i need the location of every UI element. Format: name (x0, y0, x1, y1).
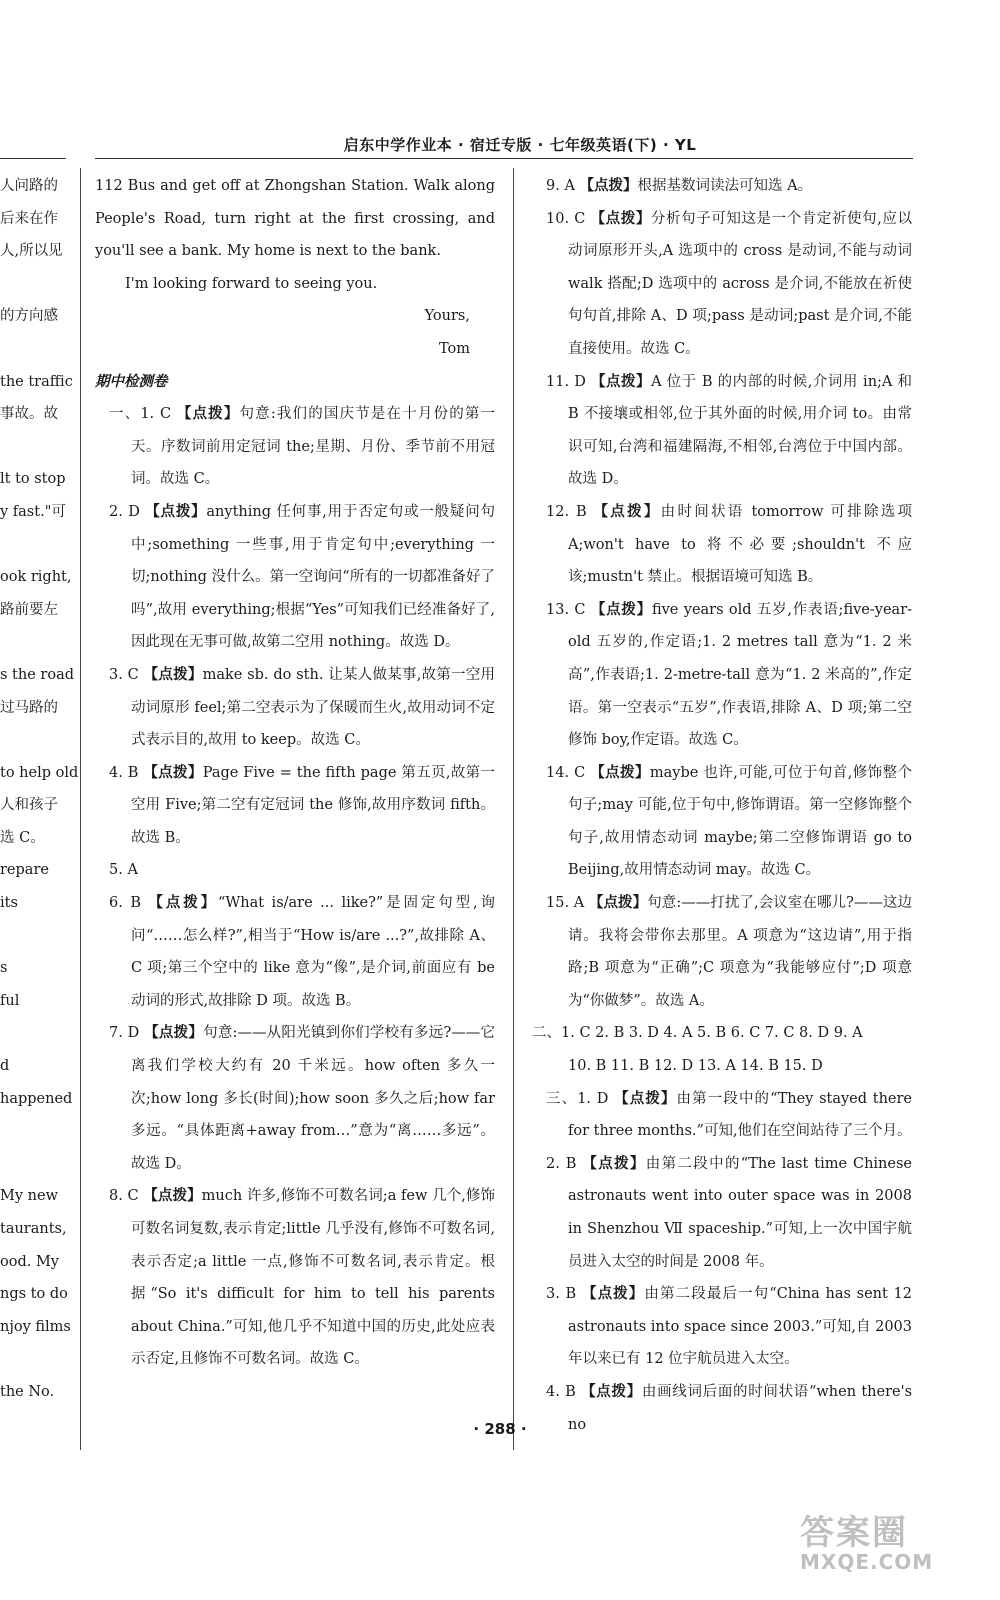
answer-item (532, 1148, 912, 1278)
answer-item (95, 757, 495, 855)
left-fragment-line: happened (0, 1090, 73, 1107)
answer-explanation: Page Five = the fifth page 第五页,故第一空用 Five;第二空有定冠词 the 修饰,故用序数词 fifth。故选 B。 (131, 764, 495, 846)
header-rule-left (0, 158, 66, 159)
right-column (532, 170, 912, 1441)
left-fragment-line: ful (0, 992, 20, 1009)
left-column-fragments (0, 170, 79, 1409)
answer-item (532, 366, 912, 496)
answer-number: 4. B (109, 764, 139, 781)
left-fragment-line: 的方向感 (0, 308, 58, 325)
left-fragment-line: ood. My (0, 1253, 59, 1270)
answer-number: 6. B (109, 895, 141, 912)
left-fragment-line: s (0, 960, 8, 977)
answer-explanation: 句意:——从阳光镇到你们学校有多远?——它离我们学校大约有 20 千米远。how often 多久一次;how long 多长(时间);how soon 多久之后;how far 多远。“具体距离+away from…”意为“离……多远”。故选 D。 (131, 1025, 495, 1172)
hint-tag: 【点拨】 (145, 503, 207, 520)
answer-number: 3. B (546, 1286, 577, 1303)
left-fragment-line: the No. (0, 1383, 55, 1400)
watermark-logo (800, 1505, 990, 1595)
answer-item (532, 1278, 912, 1376)
letter-signature: Tom (438, 340, 470, 357)
left-fragment-line: 人,所以见 (0, 243, 63, 260)
answer-number: 15. A (546, 895, 585, 912)
page-header-title: 启东中学作业本 · 宿迁专版 · 七年级英语(下) · YL (343, 136, 697, 154)
header-rule (95, 158, 913, 159)
left-fragment-line: s the road (0, 666, 74, 683)
left-fragment-line (0, 333, 66, 366)
left-fragment-line: taurants, (0, 1221, 67, 1237)
answer-number: 一、1. C (109, 406, 172, 423)
answer-explanation: 由第二段中的“The last time Chinese astronauts went into outer space was in 2008 in Shenzhou Ⅶ spaceship.”可知,上一次中国宇航员进入太空的时间是 2008 年。 (568, 1155, 913, 1270)
answer-item (95, 1180, 495, 1376)
left-fragment-line: 人和孩子 (0, 797, 58, 814)
answer-explanation: 由时间状语 tomorrow 可排除选项 A;won't have to 将不必要;shouldn't 不应该;mustn't 禁止。根据语境可知选 B。 (568, 503, 913, 586)
answer-number: 7. D (109, 1025, 140, 1042)
middle-column (95, 170, 495, 1376)
answer-explanation: 分析句子可知这是一个肯定祈使句,应以动词原形开头,A 选项中的 cross 是动词,不能与动词 walk 搭配;D 选项中的 across 是介词,不能放在祈使句句首,排除 A、D 项;pass 是动词;past 是介词,不能直接使用。故选 C。 (568, 210, 913, 357)
hint-tag: 【点拨】 (148, 895, 218, 912)
left-fragment-line: d (0, 1058, 10, 1075)
left-fragment-line (0, 1115, 66, 1148)
answer-explanation: 由第二段最后一句“China has sent 12 astronauts into space since 2003.”可知,自 2003 年以来已有 12 位宇航员进入太空。 (568, 1286, 913, 1368)
answer-item (532, 1083, 912, 1148)
watermark-url: MXQE.COM (800, 1550, 934, 1574)
part2-answers-line-2: 10. B 11. B 12. D 13. A 14. B 15. D (568, 1058, 823, 1075)
answer-item (95, 659, 495, 757)
answer-explanation: maybe 也许,可能,可位于句首,修饰整个句子;may 可能,位于句中,修饰谓语。第一空修饰整个句子,故用情态动词 maybe;第二空修饰谓语 go to Beijing,故用情态动词 may。故选 C。 (568, 764, 913, 879)
answer-item (95, 398, 495, 496)
hint-tag: 【点拨】 (143, 764, 203, 781)
left-fragment-line (0, 626, 66, 659)
hint-tag: 【点拨】 (614, 1090, 677, 1107)
answer-number: 14. C (546, 764, 586, 781)
left-fragment-line (0, 431, 66, 464)
hint-tag: 【点拨】 (176, 406, 240, 423)
hint-tag: 【点拨】 (143, 666, 203, 683)
hint-tag: 【点拨】 (590, 373, 652, 390)
left-fragment-line: My new (0, 1188, 58, 1205)
answer-number: 5. A (109, 862, 138, 879)
hint-tag: 【点拨】 (593, 503, 661, 520)
left-fragment-line (0, 1343, 66, 1376)
hint-tag: 【点拨】 (582, 1155, 646, 1172)
answer-item (532, 496, 912, 594)
hint-tag: 【点拨】 (590, 764, 650, 781)
letter-closing: Yours, (424, 308, 470, 325)
left-fragment-line: 路前要左 (0, 601, 58, 618)
answer-explanation: 由第一段中的“They stayed there for three months.”可知,他们在空间站待了三个月。 (568, 1090, 913, 1140)
left-fragment-line (0, 724, 66, 757)
part3-answer-list (532, 1083, 912, 1442)
letter-paragraph-1: 112 Bus and get off at Zhongshan Station. Walk along People's Road, turn right at the first crossing, and you'll see a bank. My home is next to the bank. (95, 178, 495, 260)
answer-item (532, 1376, 912, 1441)
answer-explanation: anything 任何事,用于否定句或一般疑问句中;something 一些事,用于肯定句中;everything 一切;nothing 没什么。第一空询问“所有的一切都准备好了吗”,故用 everything;根据“Yes”可知我们已经准备好了,因此现在无事可做,故第二空用 nothing。故选 D。 (131, 503, 495, 651)
answer-number: 11. D (546, 373, 586, 390)
left-fragment-line: lt to stop (0, 471, 66, 488)
answer-explanation: five years old 五岁,作表语;five-year-old 五岁的,作定语;1. 2 metres tall 意为“1. 2 米高”,作表语;1. 2-metre-tall 意为“1. 2 米高的”,作定语。第一空表示“五岁”,作表语,排除 A、D 项;第二空修饰 boy,作定语。故选 C。 (568, 601, 913, 749)
answer-number: 三、1. D (546, 1090, 609, 1107)
answer-number: 12. B (546, 503, 587, 520)
answer-number: 2. D (109, 503, 140, 520)
left-fragment-line: njoy films (0, 1318, 71, 1335)
answer-explanation: 句意:——打扰了,会议室在哪儿?——这边请。我将会带你去那里。A 项意为“这边请”,用于指路;B 项意为“正确”;C 项意为“我能够应付”;D 项意为“你做梦”。故选 A。 (568, 895, 913, 1009)
answer-item (532, 887, 912, 1017)
left-fragment-line: repare (0, 862, 49, 879)
left-fragment-line: y fast."可 (0, 503, 66, 520)
left-fragment-line: 选 C。 (0, 829, 45, 846)
hint-tag: 【点拨】 (590, 210, 651, 227)
part2-answers-line-1: 二、1. C 2. B 3. D 4. A 5. B 6. C 7. C 8. D 9. A (532, 1025, 863, 1042)
left-fragment-line: its (0, 895, 18, 912)
middle-answer-list (95, 398, 495, 1376)
left-fragment-line: the traffic (0, 373, 73, 390)
answer-explanation: much 许多,修饰不可数名词;a few 几个,修饰可数名词复数,表示肯定;little 几乎没有,修饰不可数名词,表示否定;a little 一点,修饰不可数名词,表示肯定。根据“So it's difficult for him to tell his parents about China.”可知,他几乎不知道中国的历史,此处应表示否定,且修饰不可数名词。故选 C。 (131, 1188, 496, 1368)
left-fragment-line (0, 268, 66, 301)
left-fragment-line: ngs to do (0, 1286, 68, 1303)
hint-tag: 【点拨】 (581, 1383, 642, 1400)
left-fragment-line: 过马路的 (0, 699, 58, 716)
left-fragment-line (0, 529, 66, 562)
left-fragment-line (0, 1148, 66, 1181)
answer-item (532, 594, 912, 757)
answer-item (95, 496, 495, 659)
answer-explanation: 句意:我们的国庆节是在十月份的第一天。序数词前用定冠词 the;星期、月份、季节前不用冠词。故选 C。 (131, 406, 496, 488)
page-number: · 288 · (473, 1420, 527, 1438)
answer-item (95, 887, 495, 1017)
watermark-cn: 答案圈 (800, 1513, 908, 1553)
answer-explanation: 由画线词后面的时间状语“when there's no (568, 1383, 913, 1433)
answer-number: 9. A (546, 178, 575, 194)
answer-number: 8. C (109, 1188, 139, 1205)
answer-number: 10. C (546, 210, 586, 227)
answer-item (532, 757, 912, 887)
left-fragment-line: ook right, (0, 569, 72, 586)
section-title-midterm: 期中检测卷 (95, 373, 168, 390)
hint-tag: 【点拨】 (579, 178, 638, 194)
column-divider-left (80, 168, 81, 1450)
answer-number: 4. B (546, 1383, 576, 1400)
answer-item (95, 1017, 495, 1180)
hint-tag: 【点拨】 (588, 895, 648, 912)
hint-tag: 【点拨】 (590, 601, 652, 618)
letter-paragraph-2: I'm looking forward to seeing you. (125, 275, 378, 292)
answer-explanation: A 位于 B 的内部的时候,介词用 in;A 和 B 不接壤或相邻,位于其外面的时候,用介词 to。由常识可知,台湾和福建隔海,不相邻,台湾位于中国内部。故选 D。 (568, 373, 913, 488)
left-fragment-line (0, 1017, 66, 1050)
answer-item (532, 170, 912, 203)
hint-tag: 【点拨】 (144, 1025, 204, 1042)
left-fragment-line: 事故。故 (0, 406, 58, 423)
answer-explanation: 根据基数词读法可知选 A。 (637, 178, 813, 194)
hint-tag: 【点拨】 (143, 1188, 202, 1205)
answer-item (95, 854, 495, 887)
answer-explanation: “What is/are ... like?”是固定句型,询问“……怎么样?”,相当于“How is/are ...?”,故排除 A、C 项;第三个空中的 like 意为“像”,是介词,前面应有 be 动词的形式,故排除 D 项。故选 B。 (131, 895, 496, 1009)
answer-explanation: make sb. do sth. 让某人做某事,故第一空用动词原形 feel;第二空表示为了保暖而生火,故用动词不定式表示目的,故用 to keep。故选 C。 (131, 666, 496, 749)
left-fragment-line (0, 920, 66, 953)
answer-number: 13. C (546, 601, 586, 618)
left-fragment-line: 后来在作 (0, 210, 58, 227)
column-divider-right (513, 168, 514, 1450)
hint-tag: 【点拨】 (581, 1286, 645, 1303)
answer-item (532, 203, 912, 366)
left-fragment-line: 人问路的 (0, 178, 58, 194)
right-answer-list (532, 170, 912, 1017)
answer-number: 2. B (546, 1155, 577, 1172)
left-fragment-line: to help old (0, 764, 79, 781)
answer-number: 3. C (109, 666, 139, 683)
